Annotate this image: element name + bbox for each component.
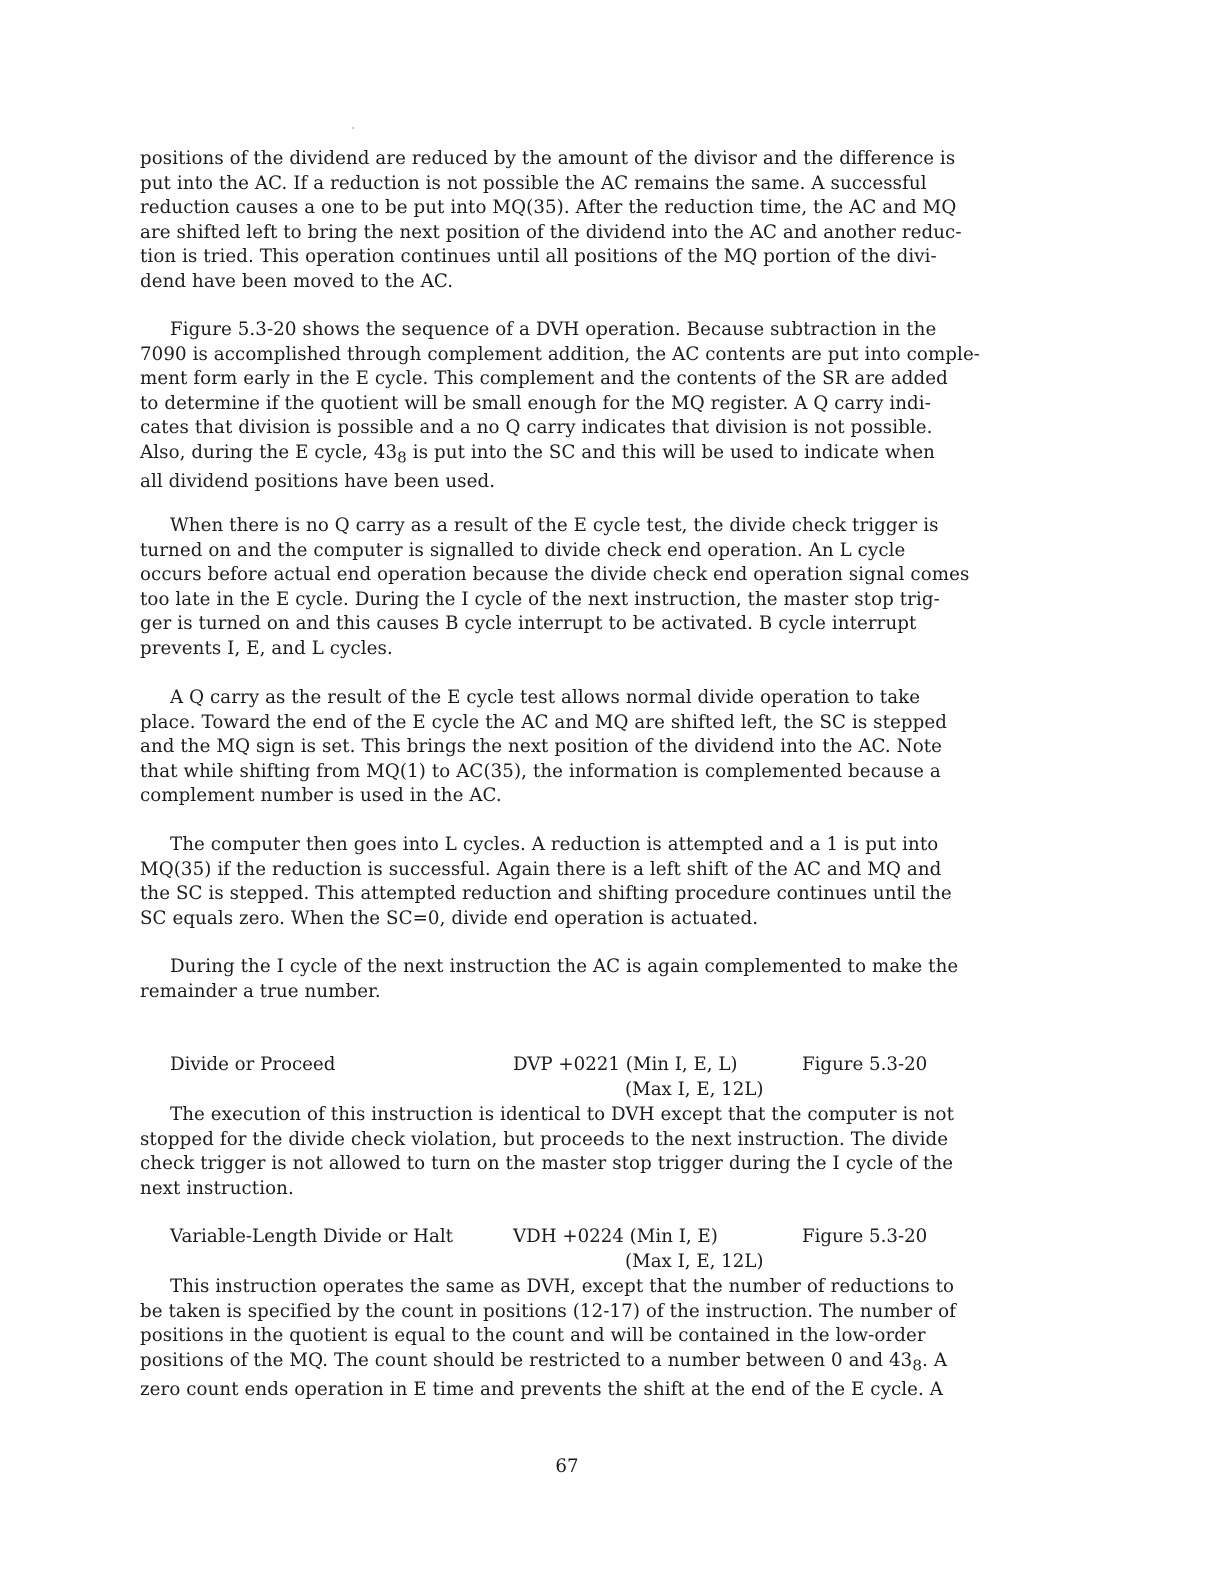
instruction-code: VDH +0224 (Min I, E) (513, 1226, 718, 1247)
instruction-code: DVP +0221 (Min I, E, L) (513, 1054, 738, 1075)
text-line: 7090 is accomplished through complement addition, the AC contents are put into comple- (140, 343, 981, 365)
text-line: stopped for the divide check violation, but proceeds to the next instruction. The divide (140, 1128, 949, 1150)
text-line: put into the AC. If a reduction is not possible the AC remains the same. A successful (140, 172, 927, 194)
paragraph-dividend-reduction (140, 147, 1010, 294)
text-line: ment form early in the E cycle. This complement and the contents of the SR are added (140, 368, 948, 389)
text-fragment: is put into the SC and this will be used to indicate when (406, 441, 935, 463)
paragraph-dvp-description (140, 1103, 1010, 1201)
octal-subscript: 8 (912, 1356, 923, 1375)
text-line: remainder a true number. (140, 980, 381, 1002)
page-number: 67 (555, 1456, 579, 1477)
text-line: too late in the E cycle. During the I cycle of the next instruction, the master stop trig- (140, 588, 940, 610)
text-line: prevents I, E, and L cycles. (140, 637, 393, 659)
text-line: SC equals zero. When the SC=0, divide end operation is actuated. (140, 907, 759, 929)
instruction-heading-dvp (140, 1053, 1010, 1103)
text-line: turned on and the computer is signalled to divide check end operation. An L cycle (140, 539, 906, 561)
text-line: Figure 5.3-20 shows the sequence of a DVH operation. Because subtraction in the (170, 319, 937, 340)
text-line: During the I cycle of the next instruction the AC is again complemented to make the (170, 956, 959, 977)
text-line: When there is no Q carry as a result of the E cycle test, the divide check trigger is (170, 515, 939, 536)
text-line: place. Toward the end of the E cycle the AC and MQ are shifted left, the SC is stepped (140, 711, 947, 733)
paragraph-remainder (140, 955, 1010, 1004)
text-fragment: . A (922, 1349, 948, 1371)
text-line-with-subscript (140, 1349, 1010, 1378)
text-line: This instruction operates the same as DVH, except that the number of reductions to (170, 1276, 955, 1297)
text-line: MQ(35) if the reduction is successful. Again there is a left shift of the AC and MQ and (140, 858, 942, 880)
text-line: and the MQ sign is set. This brings the next position of the dividend into the AC. Note (140, 736, 943, 757)
instruction-name: Divide or Proceed (170, 1054, 336, 1075)
text-line: are shifted left to bring the next position of the dividend into the AC and another reduc- (140, 221, 962, 243)
paragraph-q-carry (140, 686, 1010, 809)
instruction-max-cycles: (Max I, E, 12L) (625, 1250, 764, 1272)
instruction-max-cycles: (Max I, E, 12L) (625, 1078, 764, 1100)
figure-reference: Figure 5.3-20 (802, 1054, 928, 1075)
text-line: that while shifting from MQ(1) to AC(35), the information is complemented because a (140, 760, 941, 782)
text-line: cates that division is possible and a no Q carry indicates that division is not possible. (140, 417, 933, 438)
text-line: occurs before actual end operation because the divide check end operation signal comes (140, 564, 970, 585)
text-line: all dividend positions have been used. (140, 470, 496, 492)
text-line: next instruction. (140, 1177, 294, 1199)
text-line: ger is turned on and this causes B cycle interrupt to be activated. B cycle interrupt (140, 613, 917, 634)
octal-subscript: 8 (397, 448, 407, 467)
instruction-name: Variable-Length Divide or Halt (170, 1226, 453, 1247)
text-line: The execution of this instruction is identical to DVH except that the computer is not (170, 1104, 955, 1125)
text-line: positions in the quotient is equal to the count and will be contained in the low-order (140, 1325, 926, 1346)
paragraph-dvh-sequence (140, 318, 1010, 494)
text-line: tion is tried. This operation continues until all positions of the MQ portion of the divi- (140, 246, 937, 267)
text-line: complement number is used in the AC. (140, 785, 502, 806)
instruction-heading-vdh (140, 1225, 1010, 1275)
paragraph-vdh-description (140, 1275, 1010, 1402)
text-line: dend have been moved to the AC. (140, 270, 454, 292)
text-fragment: positions of the MQ. The count should be restricted to a number between 0 and 43 (140, 1349, 913, 1371)
paragraph-l-cycles (140, 833, 1010, 931)
text-line: reduction causes a one to be put into MQ(35). After the reduction time, the AC and MQ (140, 197, 957, 218)
text-line: The computer then goes into L cycles. A reduction is attempted and a 1 is put into (170, 834, 939, 855)
figure-reference: Figure 5.3-20 (802, 1226, 928, 1247)
text-line: positions of the dividend are reduced by the amount of the divisor and the difference is (140, 148, 956, 169)
scan-speck (352, 127, 354, 129)
paragraph-no-q-carry (140, 514, 1010, 661)
text-line: zero count ends operation in E time and prevents the shift at the end of the E cycle. A (140, 1378, 944, 1400)
text-line: check trigger is not allowed to turn on the master stop trigger during the I cycle of the (140, 1153, 954, 1174)
text-fragment: Also, during the E cycle, 43 (140, 441, 398, 463)
text-line: the SC is stepped. This attempted reduction and shifting procedure continues until the (140, 883, 952, 904)
text-line: be taken is specified by the count in positions (12-17) of the instruction. The number of (140, 1300, 956, 1322)
text-line: A Q carry as the result of the E cycle test allows normal divide operation to take (170, 687, 921, 708)
text-line-with-subscript (140, 441, 1010, 470)
text-line: to determine if the quotient will be small enough for the MQ register. A Q carry indi- (140, 392, 931, 414)
